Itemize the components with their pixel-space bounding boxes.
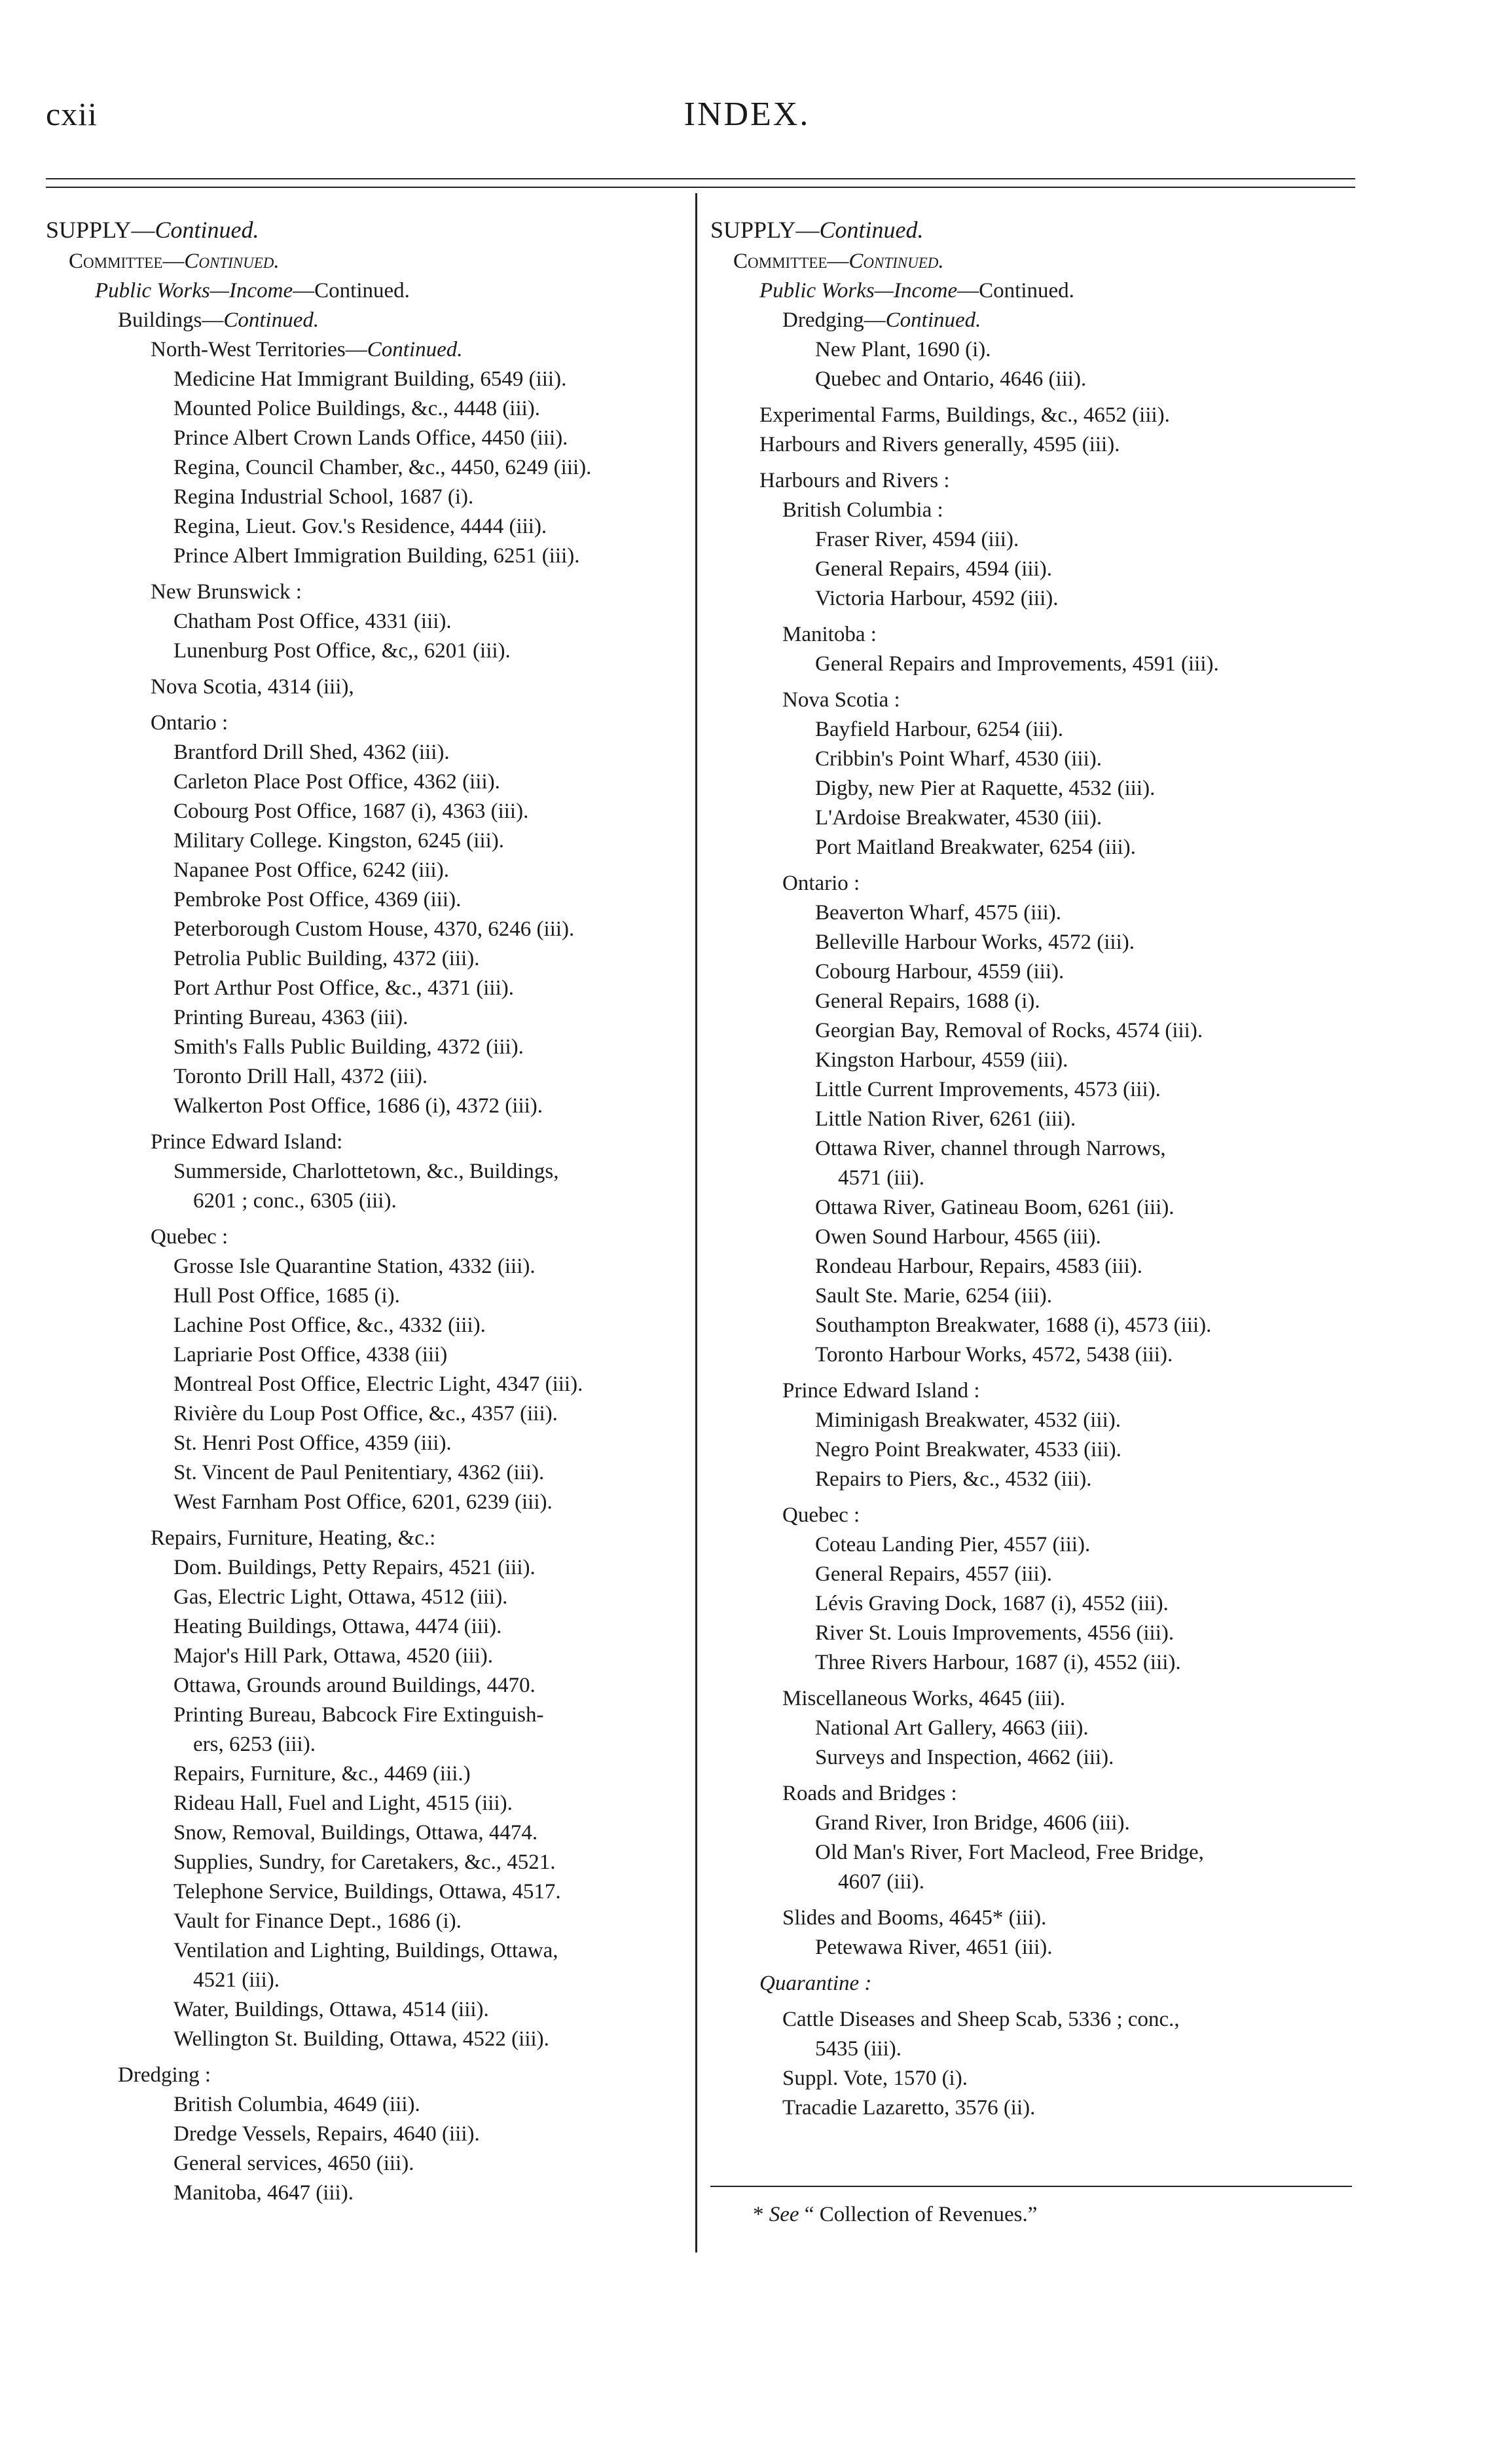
index-entry: Heating Buildings, Ottawa, 4474 (iii).	[173, 1615, 502, 1638]
index-entry: Rivière du Loup Post Office, &c., 4357 (iii).	[173, 1402, 558, 1425]
index-entry: 6201 ; conc., 6305 (iii).	[193, 1189, 397, 1213]
index-entry: Prince Edward Island:	[151, 1130, 343, 1154]
index-entry: Wellington St. Building, Ottawa, 4522 (iii).	[173, 2027, 549, 2051]
index-entry: Snow, Removal, Buildings, Ottawa, 4474.	[173, 1821, 538, 1845]
footnote-rule	[710, 2186, 1352, 2187]
index-entry: Manitoba :	[782, 623, 877, 646]
index-entry: 4571 (iii).	[838, 1166, 924, 1190]
index-entry: British Columbia :	[782, 498, 943, 522]
index-entry: Hull Post Office, 1685 (i).	[173, 1284, 400, 1308]
page-title: INDEX.	[683, 96, 811, 133]
index-entry: Ottawa, Grounds around Buildings, 4470.	[173, 1674, 536, 1697]
index-entry: Petewawa River, 4651 (iii).	[815, 1936, 1053, 1959]
index-entry: Quebec :	[782, 1503, 860, 1527]
index-entry: Kingston Harbour, 4559 (iii).	[815, 1048, 1068, 1072]
index-entry: Bayfield Harbour, 6254 (iii).	[815, 718, 1064, 741]
index-entry: British Columbia, 4649 (iii).	[173, 2093, 420, 2116]
index-entry: Southampton Breakwater, 1688 (i), 4573 (iii).	[815, 1314, 1212, 1337]
index-entry: Brantford Drill Shed, 4362 (iii).	[173, 741, 450, 764]
index-entry: Slides and Booms, 4645* (iii).	[782, 1906, 1047, 1930]
index-entry: Medicine Hat Immigrant Building, 6549 (iii).	[173, 367, 567, 391]
index-entry: Dredging :	[118, 2063, 211, 2087]
index-entry: Gas, Electric Light, Ottawa, 4512 (iii).	[173, 1585, 508, 1609]
index-entry: Experimental Farms, Buildings, &c., 4652 (iii).	[759, 403, 1170, 427]
index-entry: Three Rivers Harbour, 1687 (i), 4552 (iii).	[815, 1651, 1181, 1674]
index-entry: Repairs to Piers, &c., 4532 (iii).	[815, 1467, 1092, 1491]
index-entry: Ontario :	[782, 872, 860, 895]
index-entry: New Brunswick :	[151, 580, 302, 604]
index-entry: Dredge Vessels, Repairs, 4640 (iii).	[173, 2122, 480, 2146]
index-entry: 4607 (iii).	[838, 1870, 924, 1894]
index-entry: Coteau Landing Pier, 4557 (iii).	[815, 1533, 1091, 1556]
index-entry: Petrolia Public Building, 4372 (iii).	[173, 947, 480, 970]
index-entry: Grosse Isle Quarantine Station, 4332 (iii).	[173, 1255, 536, 1278]
header-rule	[46, 178, 1355, 179]
index-entry: New Plant, 1690 (i).	[815, 338, 991, 361]
index-entry: Suppl. Vote, 1570 (i).	[782, 2067, 968, 2090]
index-entry: Quebec and Ontario, 4646 (iii).	[815, 367, 1087, 391]
index-entry: Summerside, Charlottetown, &c., Buildings,	[173, 1160, 559, 1183]
index-entry: Regina, Council Chamber, &c., 4450, 6249 (iii).	[173, 456, 592, 479]
header-rule-lower	[46, 187, 1355, 188]
index-entry: Cobourg Post Office, 1687 (i), 4363 (iii).	[173, 800, 529, 823]
index-entry: Old Man's River, Fort Macleod, Free Bridge,	[815, 1841, 1204, 1864]
index-entry: Surveys and Inspection, 4662 (iii).	[815, 1746, 1114, 1769]
index-entry: Mounted Police Buildings, &c., 4448 (iii).	[173, 397, 541, 420]
index-entry: Committee—Continued.	[69, 249, 280, 273]
index-entry: Dom. Buildings, Petty Repairs, 4521 (iii).	[173, 1556, 536, 1579]
index-entry: Public Works—Income—Continued.	[759, 279, 1074, 303]
index-entry: Owen Sound Harbour, 4565 (iii).	[815, 1225, 1101, 1249]
index-entry: Regina Industrial School, 1687 (i).	[173, 485, 474, 509]
index-entry: Lapriarie Post Office, 4338 (iii)	[173, 1343, 448, 1367]
index-entry: Sault Ste. Marie, 6254 (iii).	[815, 1284, 1053, 1308]
index-entry: River St. Louis Improvements, 4556 (iii).	[815, 1621, 1175, 1645]
index-entry: Quarantine :	[759, 1972, 872, 1995]
index-entry: Ottawa River, channel through Narrows,	[815, 1137, 1166, 1160]
index-entry: Grand River, Iron Bridge, 4606 (iii).	[815, 1811, 1130, 1835]
index-entry: Rondeau Harbour, Repairs, 4583 (iii).	[815, 1255, 1142, 1278]
footnote: * See “ Collection of Revenues.”	[753, 2203, 1038, 2226]
index-entry: Quebec :	[151, 1225, 228, 1249]
index-entry: Cobourg Harbour, 4559 (iii).	[815, 960, 1065, 984]
index-entry: Little Current Improvements, 4573 (iii).	[815, 1078, 1161, 1101]
index-entry: Beaverton Wharf, 4575 (iii).	[815, 901, 1062, 925]
index-entry: Supplies, Sundry, for Caretakers, &c., 4521.	[173, 1850, 556, 1874]
index-entry: Smith's Falls Public Building, 4372 (iii).	[173, 1035, 524, 1059]
index-entry: Harbours and Rivers :	[759, 469, 950, 492]
index-entry: Nova Scotia, 4314 (iii),	[151, 675, 354, 699]
index-entry: Major's Hill Park, Ottawa, 4520 (iii).	[173, 1644, 494, 1668]
index-entry: Digby, new Pier at Raquette, 4532 (iii).	[815, 777, 1156, 800]
index-entry: Dredging—Continued.	[782, 308, 981, 332]
index-entry: Committee—Continued.	[733, 249, 944, 273]
index-entry: Georgian Bay, Removal of Rocks, 4574 (iii).	[815, 1019, 1203, 1042]
index-entry: Military College. Kingston, 6245 (iii).	[173, 829, 505, 853]
left-column	[46, 213, 691, 2208]
index-entry: Fraser River, 4594 (iii).	[815, 528, 1019, 551]
index-entry: Public Works—Income—Continued.	[95, 279, 410, 303]
index-entry: General Repairs, 1688 (i).	[815, 989, 1040, 1013]
index-entry: Prince Albert Immigration Building, 6251 (iii).	[173, 544, 580, 568]
index-entry: Prince Edward Island :	[782, 1379, 980, 1403]
index-entry: Lachine Post Office, &c., 4332 (iii).	[173, 1314, 486, 1337]
index-entry: Printing Bureau, 4363 (iii).	[173, 1006, 409, 1029]
index-entry: Nova Scotia :	[782, 688, 900, 712]
index-entry: Repairs, Furniture, Heating, &c.:	[151, 1526, 436, 1550]
index-entry: Manitoba, 4647 (iii).	[173, 2181, 354, 2205]
index-entry: Montreal Post Office, Electric Light, 4347 (iii).	[173, 1372, 583, 1396]
index-entry: North-West Territories—Continued.	[151, 338, 463, 361]
index-entry: 5435 (iii).	[815, 2037, 902, 2061]
index-entry: Regina, Lieut. Gov.'s Residence, 4444 (iii).	[173, 515, 547, 538]
index-entry: 4521 (iii).	[193, 1968, 280, 1992]
column-divider	[695, 193, 697, 2253]
index-entry: Negro Point Breakwater, 4533 (iii).	[815, 1438, 1121, 1462]
index-entry: Printing Bureau, Babcock Fire Extinguish-	[173, 1703, 544, 1727]
index-entry: Lunenburg Post Office, &c,, 6201 (iii).	[173, 639, 511, 663]
index-entry: Napanee Post Office, 6242 (iii).	[173, 858, 449, 882]
index-entry: Lévis Graving Dock, 1687 (i), 4552 (iii).	[815, 1592, 1169, 1615]
index-entry: Vault for Finance Dept., 1686 (i).	[173, 1909, 462, 1933]
index-entry: Cribbin's Point Wharf, 4530 (iii).	[815, 747, 1102, 771]
index-entry: West Farnham Post Office, 6201, 6239 (iii).	[173, 1490, 553, 1514]
index-entry: Chatham Post Office, 4331 (iii).	[173, 610, 452, 633]
index-entry: Little Nation River, 6261 (iii).	[815, 1107, 1076, 1131]
index-entry: Peterborough Custom House, 4370, 6246 (iii).	[173, 917, 575, 941]
index-entry: General Repairs, 4557 (iii).	[815, 1562, 1052, 1586]
index-entry: Water, Buildings, Ottawa, 4514 (iii).	[173, 1998, 489, 2021]
index-entry: Ottawa River, Gatineau Boom, 6261 (iii).	[815, 1196, 1175, 1219]
right-column	[710, 213, 1355, 2123]
index-entry: Tracadie Lazaretto, 3576 (ii).	[782, 2096, 1036, 2120]
index-entry: Repairs, Furniture, &c., 4469 (iii.)	[173, 1762, 471, 1786]
index-entry: Pembroke Post Office, 4369 (iii).	[173, 888, 462, 911]
index-entry: Carleton Place Post Office, 4362 (iii).	[173, 770, 500, 794]
index-entry: St. Henri Post Office, 4359 (iii).	[173, 1431, 452, 1455]
index-entry: Harbours and Rivers generally, 4595 (iii).	[759, 433, 1120, 456]
index-entry: Cattle Diseases and Sheep Scab, 5336 ; conc.,	[782, 2008, 1180, 2031]
index-entry: National Art Gallery, 4663 (iii).	[815, 1716, 1089, 1740]
index-entry: Ontario :	[151, 711, 228, 735]
index-entry: Roads and Bridges :	[782, 1782, 957, 1805]
index-entry: Victoria Harbour, 4592 (iii).	[815, 587, 1059, 610]
index-entry: ers, 6253 (iii).	[193, 1733, 316, 1756]
index-entry: Miscellaneous Works, 4645 (iii).	[782, 1687, 1066, 1710]
page-number: cxii	[46, 96, 98, 132]
index-entry: L'Ardoise Breakwater, 4530 (iii).	[815, 806, 1102, 830]
index-entry: Ventilation and Lighting, Buildings, Ottawa,	[173, 1939, 558, 1962]
index-entry: General Repairs and Improvements, 4591 (iii).	[815, 652, 1219, 676]
index-entry: General Repairs, 4594 (iii).	[815, 557, 1052, 581]
index-entry: SUPPLY—Continued.	[710, 217, 924, 243]
index-entry: Telephone Service, Buildings, Ottawa, 4517.	[173, 1880, 561, 1903]
index-entry: St. Vincent de Paul Penitentiary, 4362 (iii).	[173, 1461, 545, 1484]
index-entry: Walkerton Post Office, 1686 (i), 4372 (iii).	[173, 1094, 543, 1118]
index-entry: Toronto Harbour Works, 4572, 5438 (iii).	[815, 1343, 1173, 1367]
index-entry: Miminigash Breakwater, 4532 (iii).	[815, 1408, 1121, 1432]
index-entry: Belleville Harbour Works, 4572 (iii).	[815, 930, 1135, 954]
index-entry: Toronto Drill Hall, 4372 (iii).	[173, 1065, 428, 1088]
index-entry: Buildings—Continued.	[118, 308, 319, 332]
index-entry: Port Arthur Post Office, &c., 4371 (iii).	[173, 976, 515, 1000]
index-entry: SUPPLY—Continued.	[46, 217, 259, 243]
index-entry: Port Maitland Breakwater, 6254 (iii).	[815, 836, 1136, 859]
index-entry: Prince Albert Crown Lands Office, 4450 (iii).	[173, 426, 568, 450]
index-entry: General services, 4650 (iii).	[173, 2152, 414, 2175]
index-entry: Rideau Hall, Fuel and Light, 4515 (iii).	[173, 1792, 513, 1815]
